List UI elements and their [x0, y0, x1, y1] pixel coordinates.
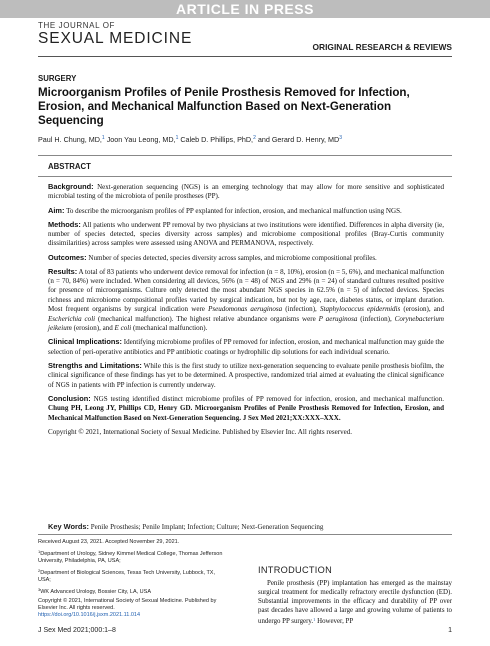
journal-name-prefix: THE JOURNAL OF [38, 21, 115, 30]
abstract-methods: Methods: All patients who underwent PP removal by two physicians at two institutions were identified. Differences in alpha diversity (ie, number of species detected, species diversity across samples) and microbiome compositional profiles (Bray-Curtis community dissimilarities) across samples were assessed using ANOVA and PERMANOVA, respectively. [48, 219, 444, 248]
article-in-press-banner: ARTICLE IN PRESS [0, 0, 490, 18]
keywords: Key Words: Penile Prosthesis; Penile Implant; Infection; Culture; Next-Generation Sequencing [48, 522, 324, 531]
introduction-heading: INTRODUCTION [258, 565, 333, 575]
abstract-background: Background: Next-generation sequencing (NGS) is an emerging technology that may allow for more sensitive and sophisticated microbial testing of the microbiota of penile prostheses (PP). [48, 182, 444, 201]
affiliation-ref[interactable]: 1 [101, 135, 105, 141]
reference-link[interactable]: 1 [313, 617, 316, 622]
journal-name: SEXUAL MEDICINE [38, 30, 193, 47]
abstract-label-divider [38, 176, 452, 177]
article-title: Microorganism Profiles of Penile Prosthesis Removed for Infection, Erosion, and Mechanical Malfunction Based on Next-Generation Sequencing [38, 86, 410, 127]
abstract-top-divider [38, 155, 452, 156]
author-name: and Gerard D. Henry, MD [257, 135, 340, 144]
abstract-outcomes: Outcomes: Number of species detected, species diversity across samples, and microbiome compositional profiles. [48, 252, 377, 262]
affiliation-ref[interactable]: 3 [339, 135, 342, 141]
section-label: ORIGINAL RESEARCH & REVIEWS [312, 42, 452, 52]
abstract-body [48, 182, 444, 441]
author-name: Joon Yau Leong, MD, [106, 135, 176, 144]
abstract-clinical-implications: Clinical Implications: Identifying microbiome profiles of PP removed for infection, erosion, and mechanical malfunction may guide the selection of peri-operative antibiotics and PP antibiotic coatings or hydrophilic dip solutions for each individual scenario. [48, 337, 445, 356]
abstract-aim: Aim: To describe the microorganism profiles of PP explanted for infection, erosion, and mechanical malfunction using NGS. [48, 205, 402, 215]
introduction-text: Penile prosthesis (PP) implantation has emerged as the mainstay surgical treatment for medically refractory erectile dysfunction (ED). Substantial improvements in the efficacy and durability of PP over past decades have allowed a large and growing volume of patients to undergo PP surgery.$^1$ However, PP [258, 580, 452, 625]
citation: Chung PH, Leong JY, Phillips CD, Henry GD. Microorganism Profiles of Penile Prosthesis Removed for Infection, Erosion, and Mechanical Malfunction Based on Next-Generation Sequencing. J Sex Med 2021;XX:XXX–XXX. [48, 404, 444, 422]
author-list [38, 135, 452, 144]
affiliation-2: $^2$Department of Biological Sciences, Texas Tech University, Lubbock, TX, USA; [38, 567, 215, 584]
abstract-copyright: Copyright © 2021, International Society of Sexual Medicine. Published by Elsevier Inc. All rights reserved. [48, 428, 353, 437]
abstract-results: Results: A total of 83 patients who underwent device removal for infection (n = 8, 10%), erosion (n = 5, 6%), and mechanical malfunction (n = 70, 84%) were included. When considering all devices, 56% (n = 48) of NGS and 29% (n = 24) of standard cultures resulted positive for presence of microorganisms. Culture only detected the most abundant NGS species in 62.5% (n = 5) of infected devices. Species richness and microbiome compositional profiles varied by surgical indication, but not by age, race, diabetes status, or implant duration. Most frequent organisms by surgical indication were Pseudomonas aeruginosa (infection), Staphylococcus epidermidis (erosion), and Escherichia coli (mechanical malfunction). The highest relative abundance organisms were P aeruginosa (infection), Corynebacterium jeikeium (erosion), and E coli (mechanical malfunction). [48, 266, 444, 333]
journal-reference: J Sex Med 2021;000:1–8 [38, 627, 116, 634]
author-name: Caleb D. Phillips, PhD, [180, 135, 254, 144]
footnotes [38, 539, 226, 620]
doi-link[interactable]: https://doi.org/10.1016/j.jsxm.2021.11.014 [38, 612, 141, 619]
affiliation-ref[interactable]: 2 [253, 135, 256, 141]
header-divider [38, 56, 452, 57]
abstract-conclusion: Conclusion: NGS testing identified distinct microbiome profiles of PP removed for infection, erosion, and mechanical malfunction. Chung PH, Leong JY, Phillips CD, Henry GD. Microorganism Profiles of Penile Prosthesis Removed for Infection, Erosion, and Mechanical Malfunction Based on Next-Generation Sequencing. J Sex Med 2021;XX:XXX–XXX. [48, 393, 444, 422]
footnote-copyright: Copyright © 2021, International Society of Sexual Medicine. Published by Elsevier Inc. All rights reserved. [38, 597, 217, 612]
abstract-strengths-limitations: Strengths and Limitations: While this is the first study to utilize next-generation sequencing to evaluate penile prosthesis biofilm, the clinical significance of these findings has yet to be determined. A prospective, randomized trial aimed at evaluating the clinical significance of NGS in patients with PP infection is currently underway. [48, 360, 444, 389]
affiliation-ref[interactable]: 1 [175, 135, 179, 141]
author-name: Paul H. Chung, MD, [38, 135, 102, 144]
article-category: SURGERY [38, 74, 77, 83]
page-number: 1 [448, 627, 452, 634]
abstract-label: ABSTRACT [48, 162, 91, 171]
abstract-bottom-divider [38, 534, 452, 535]
affiliation-3: $^3$WK Advanced Urology, Bossier City, LA, USA [38, 586, 151, 595]
affiliation-1: $^1$Department of Urology, Sidney Kimmel Medical College, Thomas Jefferson University, Philadelphia, PA, USA; [38, 548, 223, 565]
received-dates: Received August 23, 2021. Accepted November 29, 2021. [38, 539, 180, 545]
